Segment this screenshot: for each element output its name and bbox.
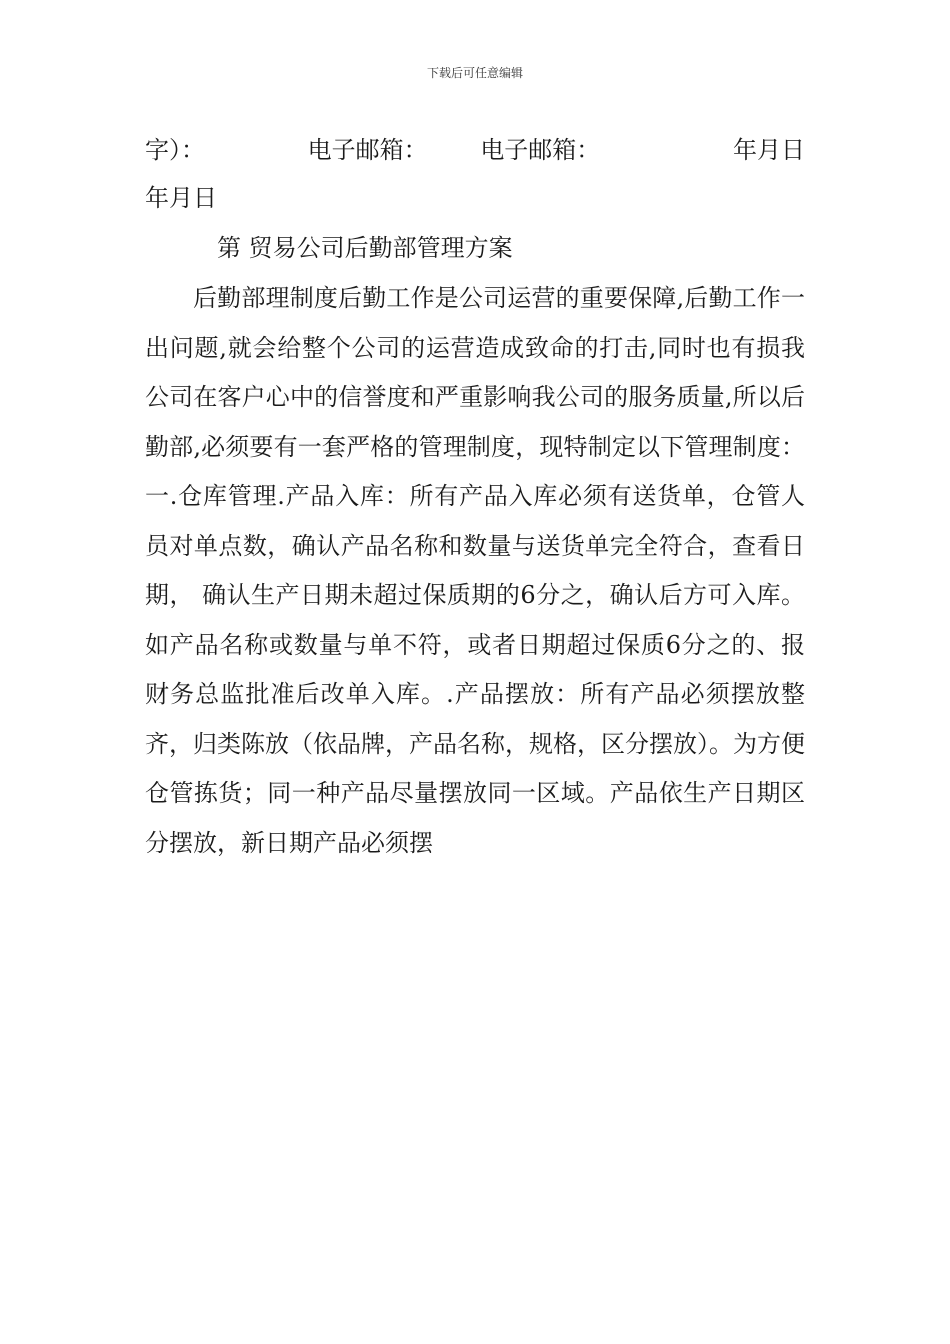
field-label-date-2: 年月日 — [145, 184, 217, 212]
field-label-email-2: 电子邮箱： — [480, 136, 601, 164]
document-body: 后勤部理制度后勤工作是公司运营的重要保障,后勤工作一出问题,就会给整个公司的运营造成致命的打击,同时也有损我公司在客户心中的信誉度和严重影响我公司的服务质量,所以后勤部,必须要有一套严格的管理制度，现特制定以下管理制度：一.仓库管理.产品入库：所有产品入库必须有送货单，仓管人员对单点数，确认产品名称和数量与送货单完全符合，查看日期， 确认生产日期未超过保质期的6分之，确认后方可入库。如产品名称或数量与单不符，或者日期超过保质6分之的、报财务总监批准后改单入库。.产品摆放：所有产品必须摆放整齐，归类陈放（依品牌，产品名称，规格，区分摆放）。为方便仓管拣货；同一种产品尽量摆放同一区域。产品依生产日期区分摆放，新日期产品必须摆 — [145, 284, 805, 857]
document-title: 第 贸易公司后勤部管理方案 — [217, 234, 513, 262]
field-label-date-1: 年月日 — [732, 136, 805, 164]
field-label-char: 字）： — [145, 136, 205, 164]
form-fields-row — [145, 126, 805, 174]
document-content — [145, 126, 805, 868]
page-header-note: 下载后可任意编辑 — [426, 66, 523, 80]
field-label-email-1: 电子邮箱： — [307, 136, 428, 164]
